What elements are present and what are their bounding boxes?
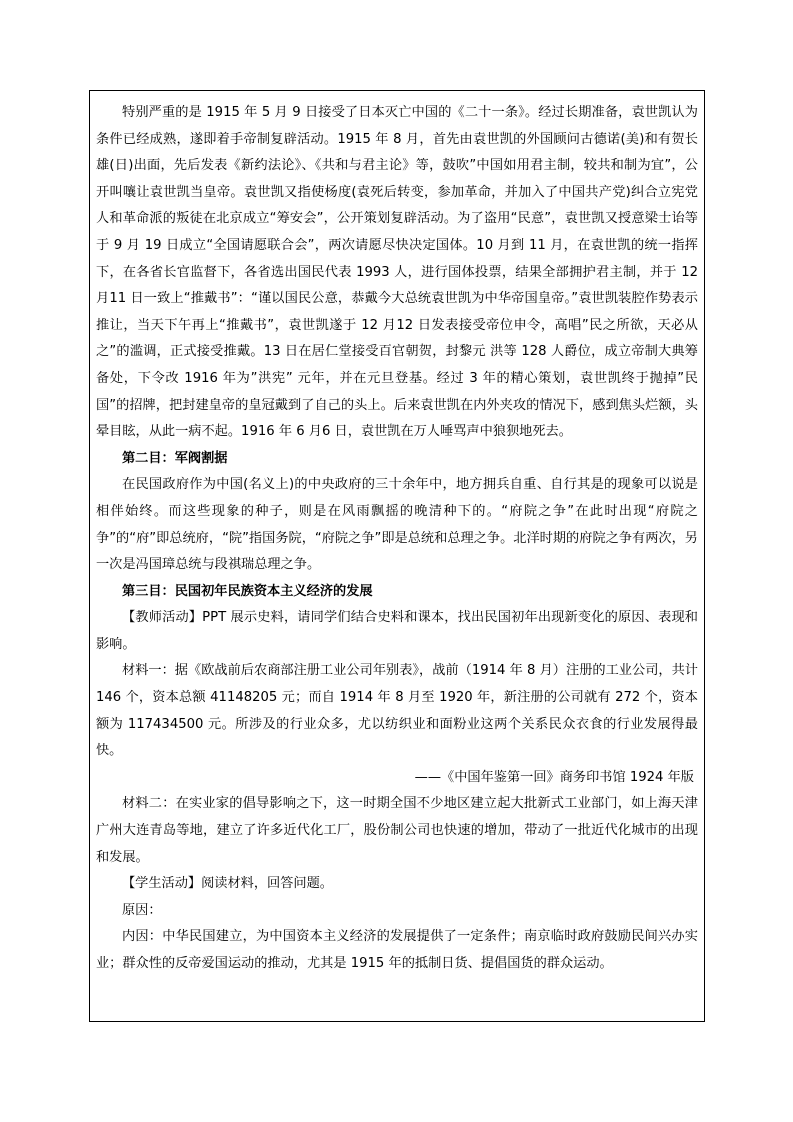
document-body xyxy=(96,100,698,978)
paragraph-internal-causes: 内因：中华民国建立，为中国资本主义经济的发展提供了一定条件；南京临时政府鼓励民间兴办实业；群众性的反帝爱国运动的推动，尤其是 1915 年的抵制日货、提倡国货的群众运动。 xyxy=(96,929,698,971)
paragraph-yuan-restoration: 特别严重的是 1915 年 5 月 9 日接受了日本灭亡中国的《二十一条》。经过长期准备，袁世凯认为条件已经成熟，遂即着手帝制复辟活动。1915 年 8 月，首先由袁世凯的外国顾问古德诺(美)和有贺长雄(日)出面，先后发表《新约法论》、《共和与君主论》等，鼓吹”中国如用君主制，较共和制为宜”，公开叫嚷让袁世凯当皇帝。袁世凯又指使杨度(袁死后转变，参加革命，并加入了中国共产党)纠合立宪党人和革命派的叛徒在北京成立“筹安会”，公开策划复辟活动。为了盗用“民意”，袁世凯又授意梁士诒等于 9 月 19 日成立“全国请愿联合会”，两次请愿尽快决定国体。10 月到 11 月，在袁世凯的统一指挥下，在各省长官监督下，各省选出国民代表 1993 人，进行国体投票，结果全部拥护君主制，并于 12 月11 日一致上“推戴书”：“谨以国民公意，恭戴今大总统袁世凯为中华帝国皇帝。”袁世凯装腔作势表示推让，当天下午再上“推戴书”，袁世凯遂于 12 月12 日发表接受帝位申令，高唱”民之所欲，天必从之”的滥调，正式接受推戴。13 日在居仁堂接受百官朝贺，封黎元 洪等 128 人爵位，成立帝制大典筹备处，下令改 1916 年为”洪宪” 元年，并在元旦登基。经过 3 年的精心策划，袁世凯终于抛掉”民国”的招牌，把封建皇帝的皇冠戴到了自己的头上。后来袁世凯在内外夹攻的情况下，感到焦头烂额，头晕目眩，从此一病不起。1916 年 6 月6 日，袁世凯在万人唾骂声中狼狈地死去。 xyxy=(96,105,698,440)
paragraph-student-activity: 【学生活动】阅读材料，回答问题。 xyxy=(122,876,333,892)
paragraph-causes-label: 原因： xyxy=(122,902,162,918)
paragraph-material-two: 材料二：在实业家的倡导影响之下，这一时期全国不少地区建立起大批新式工业部门，如上海天津广州大连青岛等地，建立了许多近代化工厂，股份制公司也快速的增加，带动了一批近代化城市的出现和发展。 xyxy=(96,796,698,865)
paragraph-material-one: 材料一：据《欧战前后农商部注册工业公司年别表》，战前（1914 年 8 月）注册的工业公司，共计 146 个，资本总额 41148205 元；而自 1914 年 8 月至 1920 年，新注册的公司就有 272 个，资本额为 117434500 元。所涉及的行业众多，尤以纺织业和面粉业这两个关系民众衣食的行业发展得最快。 xyxy=(96,663,698,759)
heading-warlord-separatism: 第二目：军阀割据 xyxy=(122,450,228,466)
paragraph-warlords: 在民国政府作为中国(名义上)的中央政府的三十余年中，地方拥兵自重、自行其是的现象可以说是相伴始终。而这些现象的种子，则是在风雨飘摇的晚清种下的。“府院之争”在此时出现“府院之争”的“府”即总统府，“院”指国务院，“府院之争”即是总统和总理之争。北洋时期的府院之争有两次，另一次是冯国璋总统与段祺瑞总理之争。 xyxy=(96,477,698,573)
source-citation: ——《中国年鉴第一回》商务印书馆 1924 年版 xyxy=(414,769,694,785)
heading-national-capitalism: 第三目：民国初年民族资本主义经济的发展 xyxy=(122,583,373,599)
paragraph-teacher-activity: 【教师活动】PPT 展示史料，请同学们结合史料和课本，找出民国初年出现新变化的原因、表现和影响。 xyxy=(96,610,698,652)
